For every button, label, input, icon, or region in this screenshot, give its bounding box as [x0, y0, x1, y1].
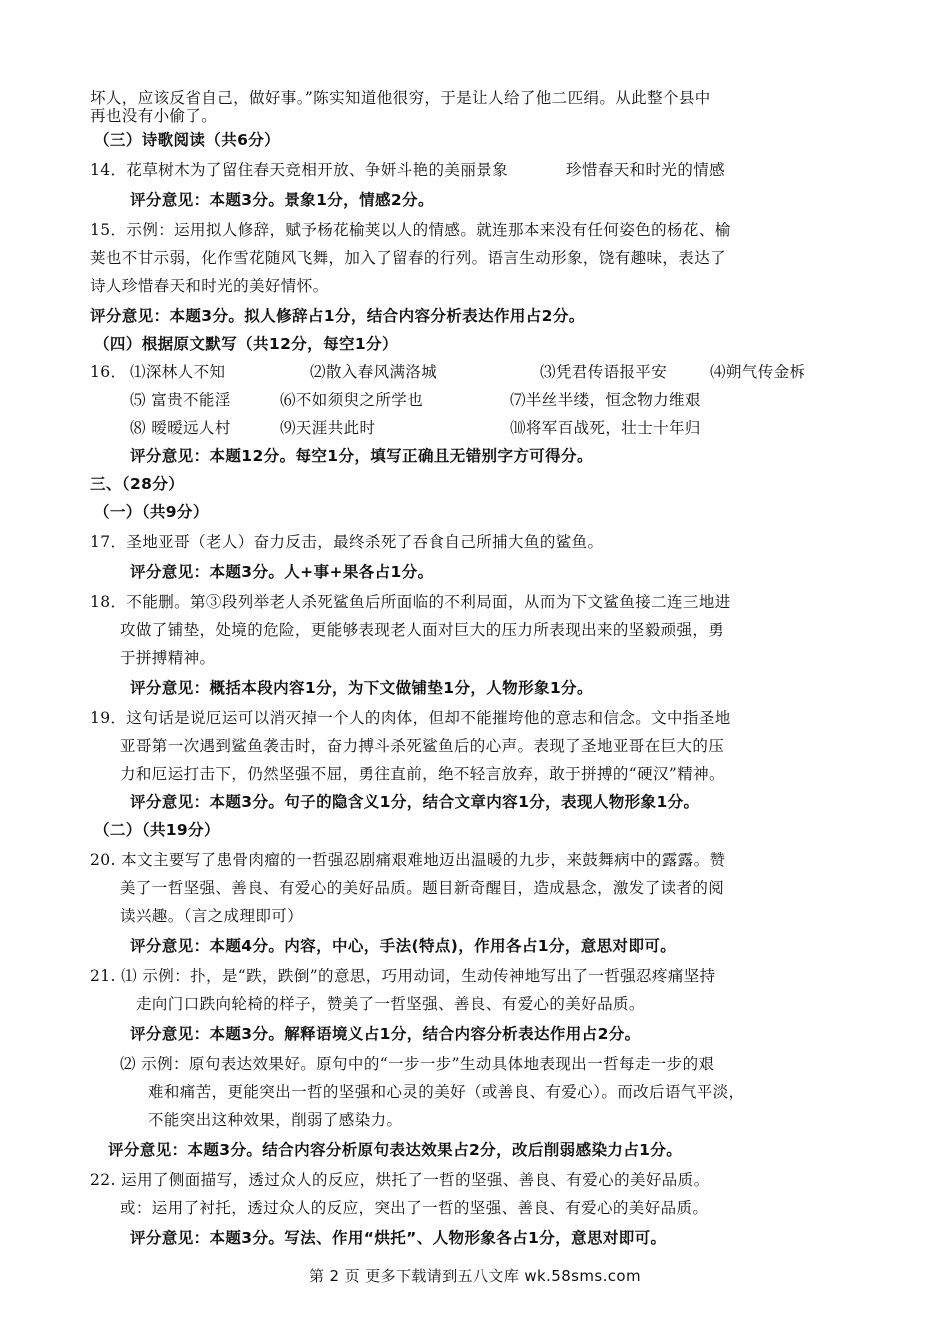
recitation-row	[90, 386, 880, 414]
scoring-note: 评分意见：本题3分。写法、作用“烘托”、人物形象各占1分，意思对即可。	[130, 1229, 667, 1247]
answer-blank: ⑹不如须臾之所学也	[280, 391, 424, 409]
section-heading: （一）（共9分）	[94, 503, 209, 521]
answer-line: 20. 本文主要写了患骨肉瘤的一哲强忍剧痛艰难地迈出温暖的九步，来鼓舞病中的露露。赞	[90, 851, 726, 869]
text-line: 坏人，应该反省自己，做好事。”陈实知道他很穷，于是让人给了他二匹绢。从此整个县中	[90, 89, 711, 107]
answer-line: 攻做了铺垫，处境的危险，更能够表现老人面对巨大的压力所表现出来的坚毅顽强，勇	[120, 621, 725, 639]
answer-line: 亚哥第一次遇到鲨鱼袭击时，奋力搏斗杀死鲨鱼后的心声。表现了圣地亚哥在巨大的压	[120, 737, 725, 755]
answer-line: 22. 运用了侧面描写，透过众人的反应，烘托了一哲的坚强、善良、有爱心的美好品质。	[90, 1171, 710, 1189]
answer-blank: ⑺半丝半缕，恒念物力维艰	[510, 391, 701, 409]
answer-blank: ⑸ 富贵不能淫	[130, 391, 231, 409]
answer-line: 荚也不甘示弱，化作雪花随风飞舞，加入了留春的行列。语言生动形象，饶有趣味，表达了	[90, 249, 727, 267]
answer-line: 17．圣地亚哥（老人）奋力反击，最终杀死了吞食自己所捕大鱼的鲨鱼。	[90, 533, 604, 551]
scoring-note: 评分意见：本题3分。景象1分，情感2分。	[130, 191, 434, 209]
scoring-note: 评分意见：本题3分。解释语境义占1分，结合内容分析表达作用占2分。	[130, 1025, 641, 1043]
answer-blank: ⑼天涯共此时	[280, 419, 376, 437]
scoring-note: 评分意见：本题4分。内容，中心，手法(特点)，作用各占1分，意思对即可。	[130, 937, 677, 955]
answer-text: 14．花草树木为了留住春天竞相开放、争妍斗艳的美丽景象	[90, 161, 509, 179]
answer-line: 15．示例：运用拟人修辞，赋予杨花榆荚以人的情感。就连那本来没有任何姿色的杨花、榆	[90, 221, 731, 239]
answer-line: 或：运用了衬托，透过众人的反应，突出了一哲的坚强、善良、有爱心的美好品质。	[120, 1199, 709, 1217]
answer-blank: ⑴深林人不知	[130, 363, 226, 381]
answer-line: 21. ⑴ 示例：扑，是“跌，跌倒”的意思，巧用动词，生动传神地写出了一哲强忍疼痛坚持	[90, 967, 716, 985]
question-number: 16．	[90, 363, 127, 381]
answer-line: 读兴趣。（言之成理即可）	[120, 907, 304, 925]
answer-blank: ⑻ 暧暧远人村	[130, 419, 231, 437]
recitation-row	[90, 414, 880, 442]
page-footer: 第 2 页 更多下载请到五八文库 wk.58sms.com	[308, 1267, 642, 1285]
answer-line: 19．这句话是说厄运可以消灭掉一个人的肉体，但却不能摧垮他的意志和信念。文中指圣地	[90, 709, 731, 727]
answer-line: 力和厄运打击下，仍然坚强不屈，勇往直前，绝不轻言放弃，敢于拼搏的“硬汉”精神。	[120, 765, 725, 783]
answer-blank: ⑶凭君传语报平安	[540, 363, 668, 381]
scoring-note: 评分意见：本题3分。结合内容分析原句表达效果占2分，改后削弱感染力占1分。	[108, 1141, 683, 1159]
scoring-note: 评分意见：本题3分。人+事+果各占1分。	[130, 563, 434, 581]
answer-line: 于拼搏精神。	[120, 649, 216, 667]
answer-line: 诗人珍惜春天和时光的美好情怀。	[90, 277, 329, 295]
answer-line: 走向门口跌向轮椅的样子，赞美了一哲坚强、善良、有爱心的美好品质。	[136, 995, 645, 1013]
answer-line: 18．不能删。第③段列举老人杀死鲨鱼后所面临的不利局面，从而为下文鲨鱼接二连三地进	[90, 593, 731, 611]
answer-line	[90, 156, 880, 184]
answer-blank: ⑽将军百战死，壮士十年归	[510, 419, 701, 437]
answer-line: ⑵ 示例：原句表达效果好。原句中的“一步一步”生动具体地表现出一哲每走一步的艰	[120, 1055, 715, 1073]
scoring-note: 评分意见：概括本段内容1分，为下文做铺垫1分，人物形象1分。	[130, 679, 593, 697]
scoring-note: 评分意见：本题12分。每空1分，填写正确且无错别字方可得分。	[130, 447, 593, 465]
section-heading: （四）根据原文默写（共12分，每空1分）	[94, 335, 398, 353]
answer-line: 难和痛苦，更能突出一哲的坚强和心灵的美好（或善良、有爱心）。而改后语气平淡，	[148, 1083, 745, 1101]
answer-blank: ⑷朔气传金柝	[710, 363, 806, 381]
section-heading: （三）诗歌阅读（共6分）	[94, 131, 281, 149]
answer-blank: ⑵散入春风满洛城	[310, 363, 438, 381]
answer-line: 不能突出这种效果，削弱了感染力。	[148, 1111, 403, 1129]
part-heading: 三、（28分）	[90, 475, 185, 493]
scoring-note: 评分意见：本题3分。句子的隐含义1分，结合文章内容1分，表现人物形象1分。	[130, 793, 700, 811]
section-heading: （二）（共19分）	[94, 821, 220, 839]
scoring-note: 评分意见：本题3分。拟人修辞占1分，结合内容分析表达作用占2分。	[90, 307, 585, 325]
answer-line: 美了一哲坚强、善良、有爱心的美好品质。题目新奇醒目，造成悬念，激发了读者的阅	[120, 879, 725, 897]
answer-text: 珍惜春天和时光的情感	[566, 161, 726, 179]
recitation-row	[90, 358, 880, 386]
text-line: 再也没有小偷了。	[90, 107, 218, 125]
